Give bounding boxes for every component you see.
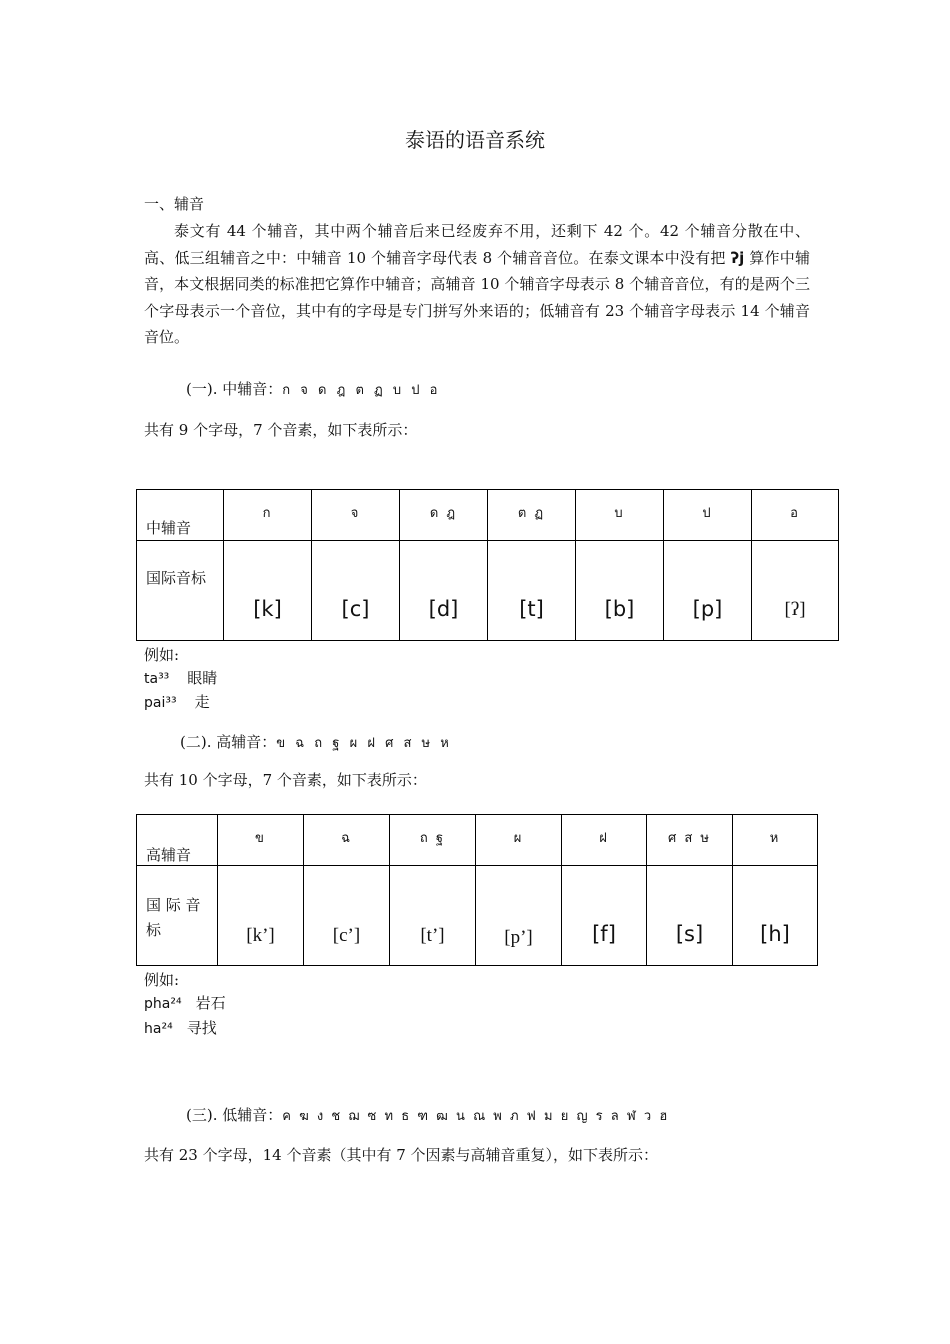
low-heading-label: (三). 低辅音： xyxy=(186,1106,283,1124)
high-row-header-cell xyxy=(137,815,218,866)
table-cell xyxy=(488,490,576,541)
high-heading xyxy=(180,731,452,753)
example-roman: pai³³ xyxy=(144,695,177,711)
letter-cell: ศ ส ษ xyxy=(667,831,712,846)
mid-heading-label: (一). 中辅音： xyxy=(186,380,283,398)
mid-heading-letters: ก จ ด ฎ ต ฏ บ ป อ xyxy=(282,383,441,398)
ipa-cell: [h] xyxy=(760,922,790,946)
example-meaning: 岩石 xyxy=(195,994,226,1012)
high-heading-label: (二). 高辅音： xyxy=(180,733,277,751)
table-cell xyxy=(312,541,400,641)
ipa-cell: [s] xyxy=(675,922,704,946)
table-cell xyxy=(400,490,488,541)
letter-cell: ถ ฐ xyxy=(419,831,446,846)
table-cell xyxy=(647,866,733,966)
letter-cell: ด ฎ xyxy=(429,506,458,521)
high-example-1 xyxy=(144,992,226,1013)
low-summary: 共有 23 个字母，14 个音素（其中有 7 个因素与高辅音重复），如下表所示： xyxy=(144,1146,659,1164)
mid-ipa-label: 国际音标 xyxy=(146,569,207,587)
high-example-2 xyxy=(144,1017,217,1038)
page-title: 泰语的语音系统 xyxy=(405,128,545,152)
table-cell xyxy=(224,541,312,641)
table-cell xyxy=(576,490,664,541)
high-heading-letters: ข ฉ ถ ฐ ผ ฝ ศ ส ษ ห xyxy=(276,736,452,751)
high-letter-row xyxy=(137,815,818,866)
table-cell xyxy=(752,490,839,541)
letter-cell: ห xyxy=(769,831,781,846)
example-meaning: 眼睛 xyxy=(187,669,218,687)
table-cell xyxy=(224,490,312,541)
high-example-label: 例如: xyxy=(144,971,180,989)
table-cell xyxy=(562,866,647,966)
example-roman: ta³³ xyxy=(144,671,170,687)
intro-text-b: 算作中辅音，本文根据同类的标准把它算作中辅音；高辅音 10 个辅音字母表示 8 个辅音音位，有的是两个三个字母表示一个音位，其中有的字母是专门拼写外来语的；低辅音有 23 个辅音字母表示 14 个辅音音位。 xyxy=(144,248,810,346)
table-cell xyxy=(488,541,576,641)
table-cell xyxy=(476,866,562,966)
example-roman: ha²⁴ xyxy=(144,1021,173,1037)
section-heading-consonants: 一、辅音 xyxy=(144,195,205,213)
table-cell xyxy=(218,866,304,966)
example-roman: pha²⁴ xyxy=(144,996,182,1012)
example-meaning: 寻找 xyxy=(186,1019,217,1037)
low-heading xyxy=(186,1104,669,1126)
high-ipa-header-cell xyxy=(137,866,218,966)
high-consonant-table xyxy=(136,814,818,966)
mid-consonant-table xyxy=(136,489,839,641)
letter-cell: ก xyxy=(262,506,273,521)
mid-heading xyxy=(186,378,440,400)
ipa-cell: [c] xyxy=(341,597,370,621)
mid-example-label: 例如: xyxy=(144,646,180,664)
mid-letter-row xyxy=(137,490,839,541)
table-cell xyxy=(476,815,562,866)
letter-cell: บ xyxy=(614,506,625,521)
mid-ipa-header-cell xyxy=(137,541,224,641)
letter-cell: ต ฏ xyxy=(517,506,546,521)
ipa-cell: [k] xyxy=(253,597,282,621)
intro-bold-symbol: ʔj xyxy=(730,248,745,267)
letter-cell: จ xyxy=(350,506,361,521)
table-cell xyxy=(752,541,839,641)
ipa-cell: [ʔ] xyxy=(784,599,806,620)
mid-row-header-cell xyxy=(137,490,224,541)
table-cell xyxy=(390,815,476,866)
letter-cell: ฝ xyxy=(599,831,609,846)
table-cell xyxy=(218,815,304,866)
high-row-label: 高辅音 xyxy=(146,846,192,864)
ipa-cell: [p] xyxy=(692,597,723,621)
intro-paragraph xyxy=(144,218,810,351)
high-summary: 共有 10 个字母，7 个音素，如下表所示： xyxy=(144,771,427,789)
mid-row-label: 中辅音 xyxy=(146,519,192,537)
high-ipa-label-line1: 国 际 音 xyxy=(146,896,201,914)
table-cell xyxy=(562,815,647,866)
low-heading-letters: ค ฆ ง ช ฌ ซ ท ธ ฑ ฒ น ณ พ ภ ฟ ม ย ญ ร ล ฬ ว ฮ xyxy=(282,1109,670,1124)
ipa-cell: [d] xyxy=(428,597,459,621)
mid-summary: 共有 9 个字母，7 个音素，如下表所示： xyxy=(144,421,418,439)
ipa-cell: [f] xyxy=(592,922,616,946)
mid-ipa-row xyxy=(137,541,839,641)
letter-cell: ป xyxy=(702,506,713,521)
table-cell xyxy=(647,815,733,866)
mid-example-1 xyxy=(144,667,217,688)
ipa-cell: [k’] xyxy=(246,925,275,946)
letter-cell: ข xyxy=(255,831,266,846)
letter-cell: ฉ xyxy=(341,831,352,846)
table-cell xyxy=(664,490,752,541)
high-ipa-row xyxy=(137,866,818,966)
letter-cell: ผ xyxy=(513,831,524,846)
ipa-cell: [c’] xyxy=(332,925,361,946)
mid-example-2 xyxy=(144,691,210,712)
table-cell xyxy=(576,541,664,641)
ipa-cell: [t] xyxy=(519,597,544,621)
table-cell xyxy=(733,815,818,866)
ipa-cell: [b] xyxy=(604,597,635,621)
ipa-cell: [t’] xyxy=(420,925,445,946)
example-meaning: 走 xyxy=(194,693,210,711)
table-cell xyxy=(733,866,818,966)
letter-cell: อ xyxy=(790,506,800,521)
table-cell xyxy=(664,541,752,641)
high-ipa-label-line2: 标 xyxy=(146,921,162,939)
table-cell xyxy=(390,866,476,966)
intro-text-a: 泰文有 44 个辅音，其中两个辅音后来已经废弃不用，还剩下 42 个。42 个辅音分散在中、高、低三组辅音之中：中辅音 10 个辅音字母代表 8 个辅音音位。在泰文课本中没有把 xyxy=(144,222,810,267)
table-cell xyxy=(304,815,390,866)
ipa-cell: [p’] xyxy=(504,927,533,948)
table-cell xyxy=(400,541,488,641)
table-cell xyxy=(312,490,400,541)
table-cell xyxy=(304,866,390,966)
